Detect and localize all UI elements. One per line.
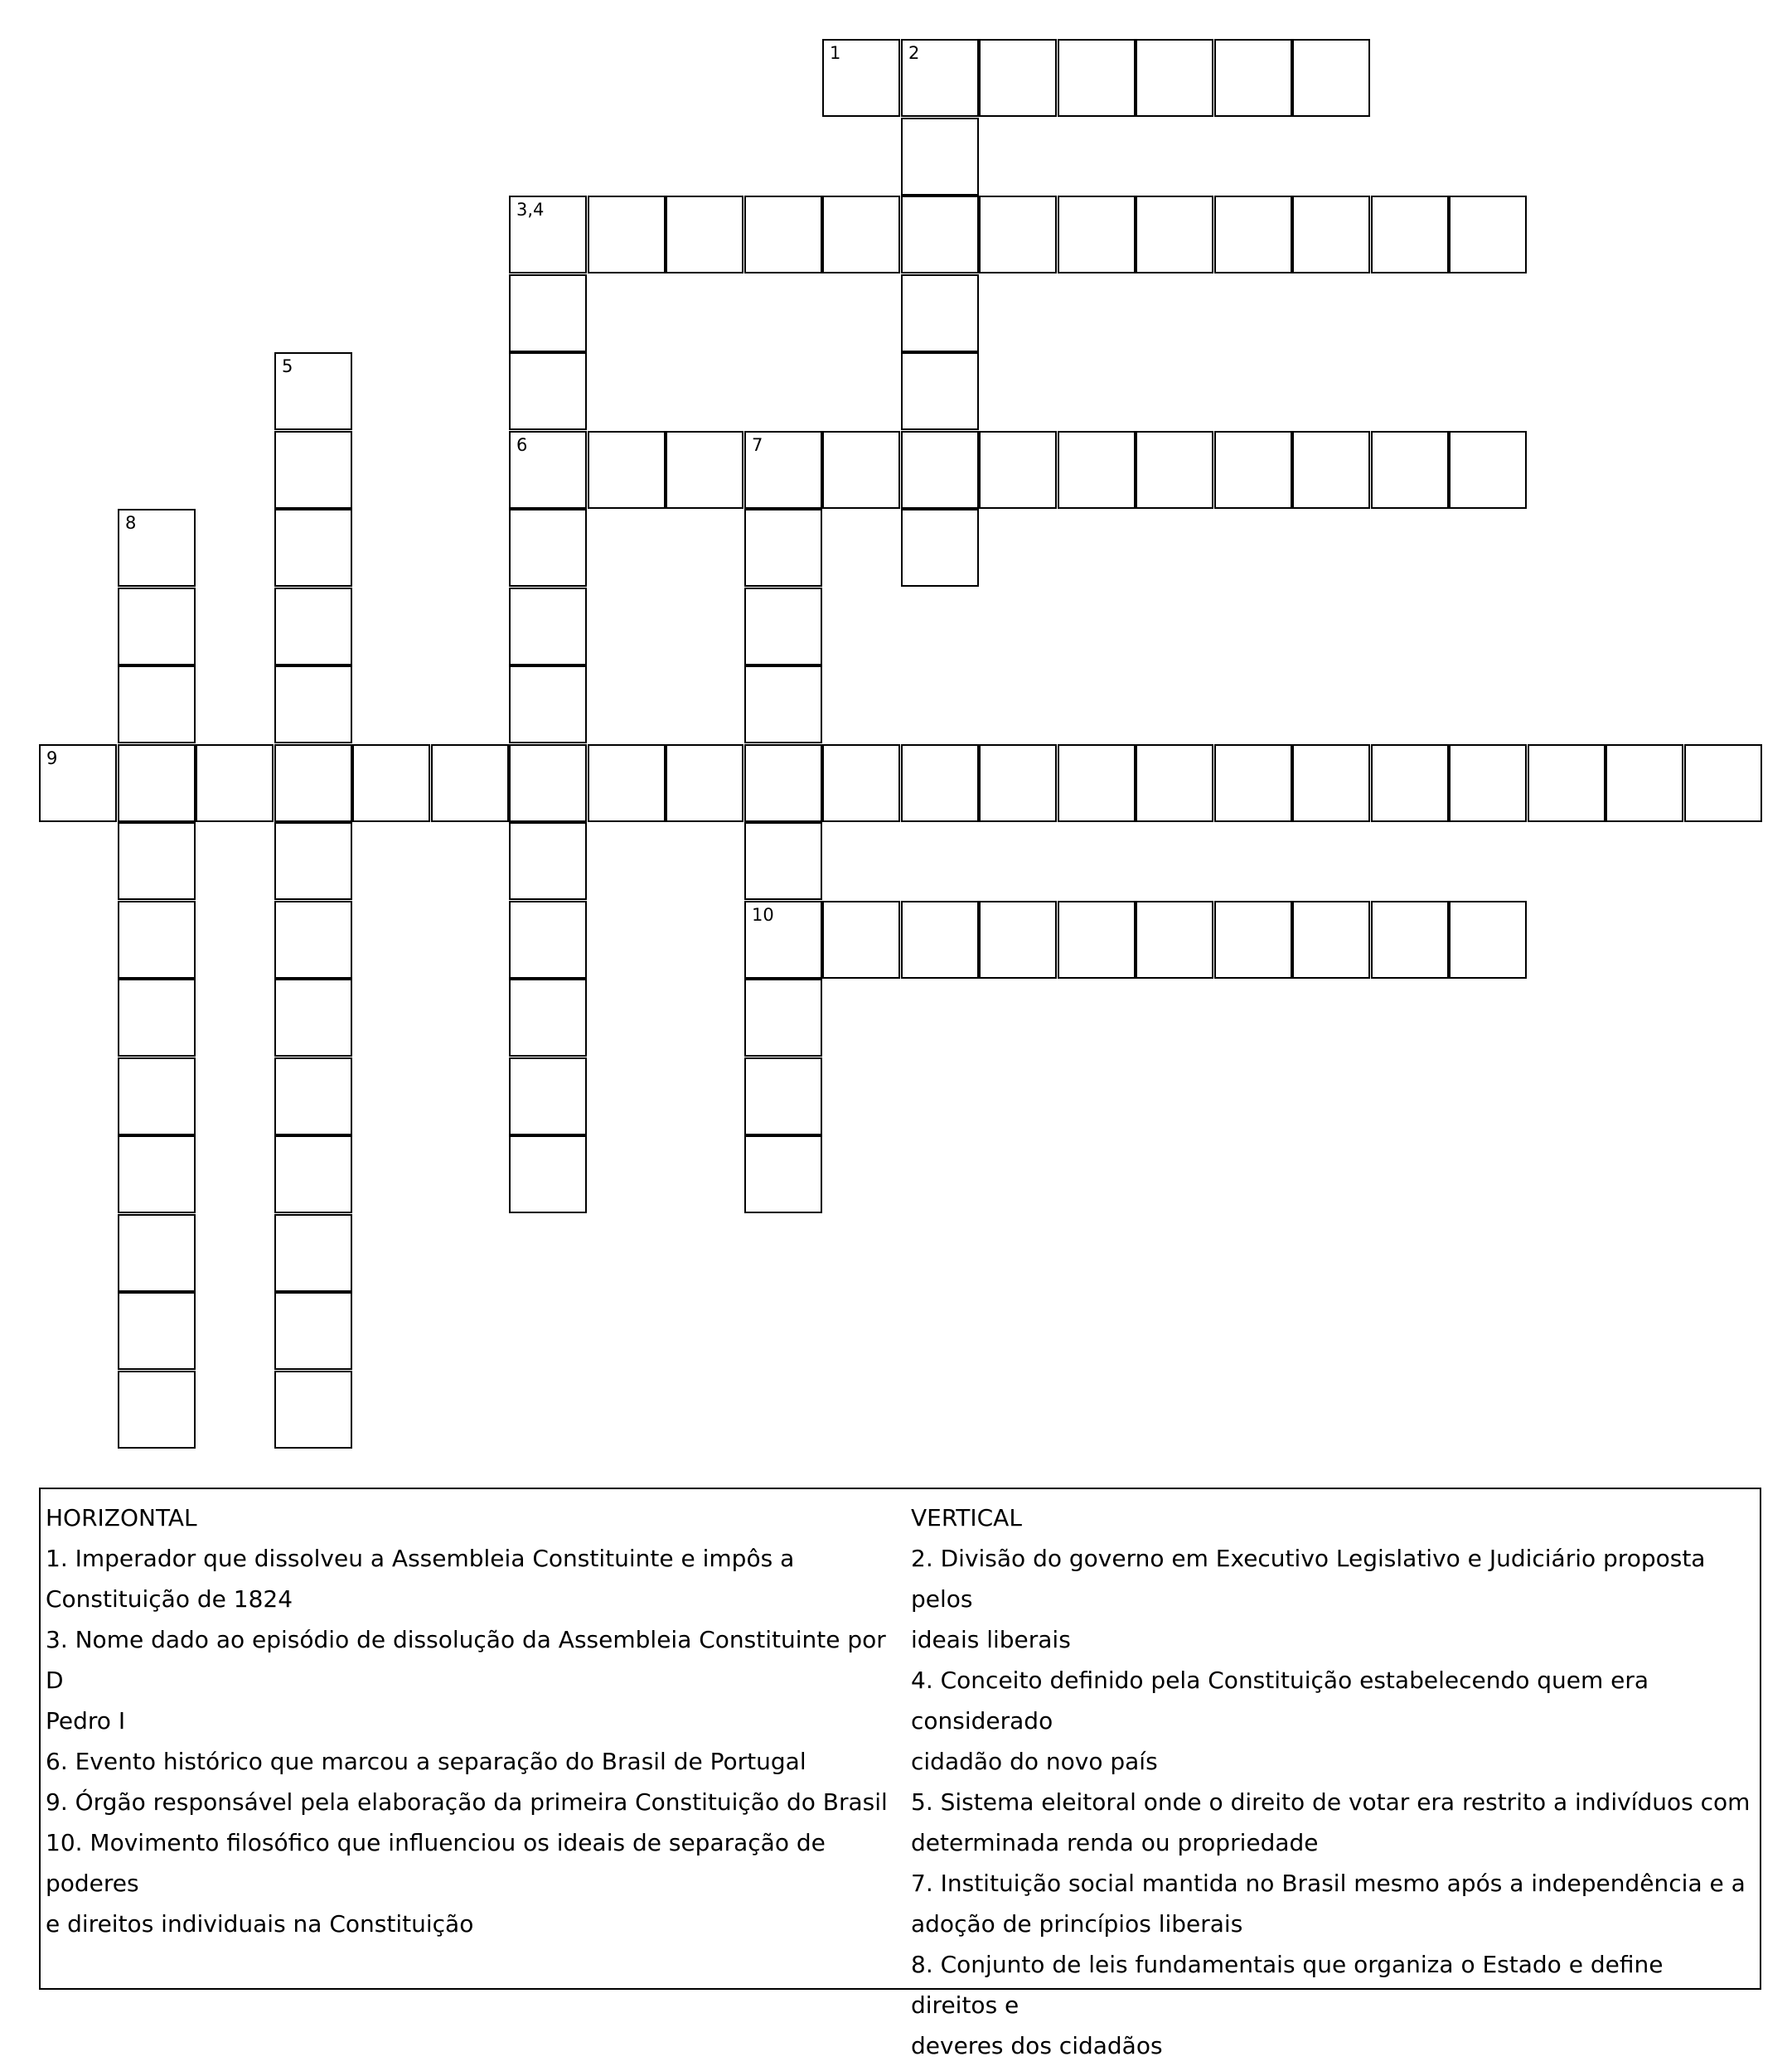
crossword-cell[interactable] — [274, 744, 352, 822]
crossword-cell[interactable] — [1136, 431, 1213, 509]
crossword-cell[interactable] — [744, 1057, 822, 1135]
crossword-cell[interactable] — [274, 431, 352, 509]
crossword-cell[interactable] — [274, 979, 352, 1057]
clue-line: 5. Sistema eleitoral onde o direito de votar era restrito a indivíduos com — [911, 1788, 1751, 1816]
crossword-cell[interactable] — [744, 901, 822, 979]
crossword-cell[interactable] — [1136, 744, 1213, 822]
crossword-cell[interactable] — [1058, 431, 1136, 509]
crossword-cell[interactable] — [901, 744, 979, 822]
crossword-cell[interactable] — [509, 274, 587, 352]
crossword-cell[interactable] — [744, 196, 822, 273]
clue-line: determinada renda ou propriedade — [911, 1829, 1319, 1856]
clue-line: 1. Imperador que dissolveu a Assembleia Constituinte e impôs a — [46, 1545, 795, 1572]
crossword-cell[interactable] — [1214, 431, 1292, 509]
crossword-cell[interactable] — [822, 744, 900, 822]
crossword-cell[interactable] — [666, 431, 743, 509]
clue-line: 10. Movimento filosófico que influenciou os ideais de separação de poderes — [46, 1829, 826, 1897]
crossword-cell[interactable] — [509, 822, 587, 900]
crossword-cell[interactable] — [118, 822, 196, 900]
crossword-cell[interactable] — [509, 1057, 587, 1135]
crossword-cell[interactable] — [118, 901, 196, 979]
crossword-cell[interactable] — [1449, 196, 1527, 273]
crossword-cell[interactable] — [901, 352, 979, 430]
crossword-cell[interactable] — [822, 431, 900, 509]
crossword-cell[interactable] — [901, 431, 979, 509]
crossword-cell[interactable] — [744, 665, 822, 743]
crossword-cell[interactable] — [509, 665, 587, 743]
crossword-cell[interactable] — [118, 588, 196, 665]
crossword-cell[interactable] — [1292, 901, 1370, 979]
clue-number: 3,4 — [516, 200, 545, 220]
crossword-cell[interactable] — [118, 665, 196, 743]
crossword-cell[interactable] — [274, 352, 352, 430]
clue-line: 8. Conjunto de leis fundamentais que organiza o Estado e define direitos e — [911, 1951, 1664, 2019]
clue-line: Pedro I — [46, 1707, 126, 1735]
crossword-cell[interactable] — [118, 1135, 196, 1213]
crossword-cell[interactable] — [1058, 901, 1136, 979]
crossword-cell[interactable] — [509, 979, 587, 1057]
crossword-cell[interactable] — [1684, 744, 1762, 822]
crossword-cell[interactable] — [118, 1214, 196, 1292]
crossword-cell[interactable] — [1058, 196, 1136, 273]
crossword-cell[interactable] — [1371, 196, 1449, 273]
clue-number: 9 — [46, 748, 58, 768]
clue-line: 4. Conceito definido pela Constituição estabelecendo quem era considerado — [911, 1667, 1649, 1735]
crossword-cell[interactable] — [1214, 39, 1292, 117]
crossword-cell[interactable] — [1292, 431, 1370, 509]
crossword-cell[interactable] — [274, 1057, 352, 1135]
crossword-cell[interactable] — [274, 1371, 352, 1449]
crossword-cell[interactable] — [1449, 901, 1527, 979]
crossword-cell[interactable] — [431, 744, 509, 822]
clue-line: 7. Instituição social mantida no Brasil mesmo após a independência e a — [911, 1870, 1746, 1897]
crossword-cell[interactable] — [588, 431, 666, 509]
crossword-cell[interactable] — [822, 39, 900, 117]
crossword-cell[interactable] — [509, 744, 587, 822]
crossword-cell[interactable] — [822, 196, 900, 273]
clue-line: 6. Evento histórico que marcou a separação do Brasil de Portugal — [46, 1748, 806, 1775]
crossword-cell[interactable] — [118, 1057, 196, 1135]
clue-number: 5 — [282, 356, 293, 376]
clue-line: 2. Divisão do governo em Executivo Legislativo e Judiciário proposta pelos — [911, 1545, 1706, 1613]
crossword-cell[interactable] — [274, 822, 352, 900]
crossword-cell[interactable] — [352, 744, 430, 822]
crossword-cell[interactable] — [274, 1292, 352, 1370]
crossword-cell[interactable] — [666, 196, 743, 273]
clue-number: 8 — [125, 513, 137, 533]
clue-number: 10 — [752, 905, 774, 925]
crossword-cell[interactable] — [901, 118, 979, 196]
clue-line: deveres dos cidadãos — [911, 2032, 1163, 2059]
crossword-cell[interactable] — [274, 509, 352, 587]
crossword-cell[interactable] — [979, 744, 1057, 822]
crossword-cell[interactable] — [666, 744, 743, 822]
vertical-heading: VERTICAL — [911, 1504, 1022, 1531]
crossword-cell[interactable] — [274, 1135, 352, 1213]
crossword-cell[interactable] — [1136, 39, 1213, 117]
crossword-cell[interactable] — [1214, 196, 1292, 273]
crossword-cell[interactable] — [979, 431, 1057, 509]
crossword-cell[interactable] — [901, 196, 979, 273]
clue-line: Constituição de 1824 — [46, 1585, 293, 1613]
crossword-cell[interactable] — [509, 901, 587, 979]
crossword-cell[interactable] — [509, 196, 587, 273]
crossword-cell[interactable] — [822, 901, 900, 979]
crossword-cell[interactable] — [744, 509, 822, 587]
crossword-cell[interactable] — [1214, 744, 1292, 822]
clue-line: adoção de princípios liberais — [911, 1910, 1243, 1938]
crossword-cell[interactable] — [118, 744, 196, 822]
crossword-cell[interactable] — [901, 39, 979, 117]
crossword-cell[interactable] — [1136, 901, 1213, 979]
crossword-cell[interactable] — [744, 588, 822, 665]
crossword-cell[interactable] — [744, 979, 822, 1057]
horizontal-clues — [46, 1497, 899, 1944]
clue-number: 2 — [908, 43, 920, 63]
crossword-cell[interactable] — [509, 431, 587, 509]
crossword-cell[interactable] — [118, 979, 196, 1057]
crossword-cell[interactable] — [1371, 431, 1449, 509]
clue-line: ideais liberais — [911, 1626, 1071, 1653]
crossword-cell[interactable] — [979, 196, 1057, 273]
crossword-cell[interactable] — [1371, 744, 1449, 822]
crossword-cell[interactable] — [1058, 39, 1136, 117]
crossword-cell[interactable] — [1292, 39, 1370, 117]
crossword-cell[interactable] — [588, 196, 666, 273]
crossword-cell[interactable] — [118, 509, 196, 587]
crossword-cell[interactable] — [1449, 744, 1527, 822]
crossword-cell[interactable] — [509, 588, 587, 665]
crossword-cell[interactable] — [274, 901, 352, 979]
crossword-cell[interactable] — [1606, 744, 1683, 822]
crossword-cell[interactable] — [979, 39, 1057, 117]
crossword-cell[interactable] — [118, 1292, 196, 1370]
crossword-cell[interactable] — [39, 744, 117, 822]
crossword-cell[interactable] — [744, 744, 822, 822]
horizontal-heading: HORIZONTAL — [46, 1504, 197, 1531]
crossword-cell[interactable] — [274, 1214, 352, 1292]
crossword-cell[interactable] — [118, 1371, 196, 1449]
vertical-clues — [911, 1497, 1756, 2066]
crossword-cell[interactable] — [1371, 901, 1449, 979]
clue-line: cidadão do novo país — [911, 1748, 1158, 1775]
crossword-cell[interactable] — [1058, 744, 1136, 822]
crossword-cell[interactable] — [744, 431, 822, 509]
crossword-cell[interactable] — [744, 822, 822, 900]
crossword-cell[interactable] — [1292, 744, 1370, 822]
crossword-cell[interactable] — [901, 274, 979, 352]
crossword-cell[interactable] — [901, 509, 979, 587]
crossword-cell[interactable] — [1292, 196, 1370, 273]
crossword-cell[interactable] — [509, 1135, 587, 1213]
crossword-cell[interactable] — [274, 665, 352, 743]
crossword-cell[interactable] — [1528, 744, 1606, 822]
crossword-cell[interactable] — [979, 901, 1057, 979]
clue-line: e direitos individuais na Constituição — [46, 1910, 474, 1938]
crossword-cell[interactable] — [1449, 431, 1527, 509]
clue-number: 1 — [830, 43, 841, 63]
clue-line: 9. Órgão responsável pela elaboração da primeira Constituição do Brasil — [46, 1788, 888, 1816]
crossword-cell[interactable] — [509, 352, 587, 430]
clue-line: 3. Nome dado ao episódio de dissolução da Assembleia Constituinte por D — [46, 1626, 886, 1694]
clue-number: 7 — [752, 435, 763, 455]
crossword-cell[interactable] — [744, 1135, 822, 1213]
crossword-cell[interactable] — [1214, 901, 1292, 979]
crossword-cell[interactable] — [509, 509, 587, 587]
crossword-cell[interactable] — [588, 744, 666, 822]
crossword-cell[interactable] — [1136, 196, 1213, 273]
clues-box — [39, 1488, 1761, 2059]
crossword-cell[interactable] — [196, 744, 274, 822]
crossword-cell[interactable] — [901, 901, 979, 979]
clue-number: 6 — [516, 435, 528, 455]
crossword-cell[interactable] — [274, 588, 352, 665]
